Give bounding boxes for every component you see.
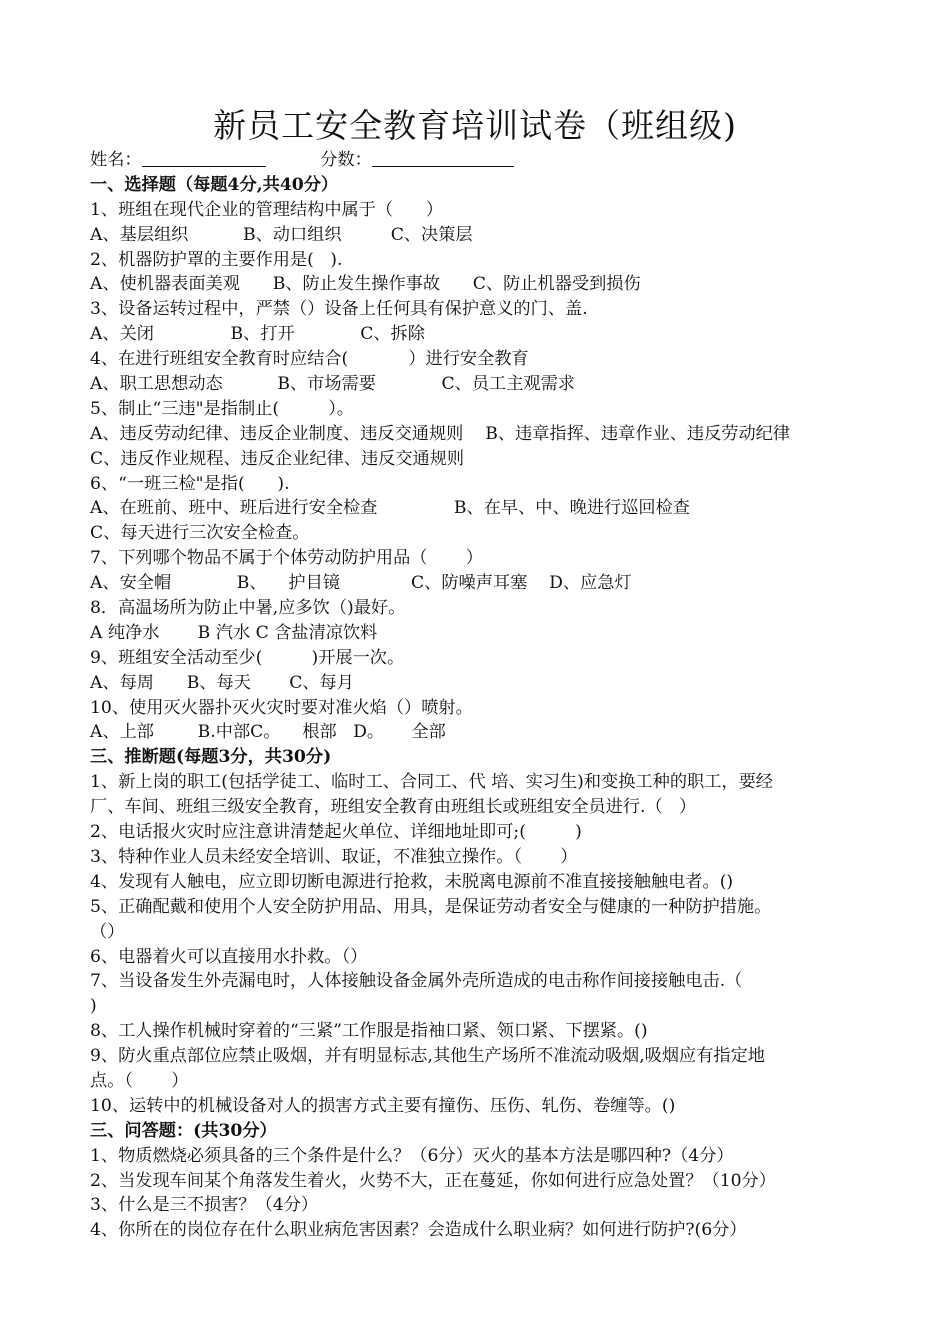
name-label: 姓名： — [90, 150, 142, 170]
option-line: A、安全帽 B、 护目镜 C、防噪声耳塞 D、应急灯 — [90, 573, 632, 594]
question-line: 1、班组在现代企业的管理结构中属于（ ） — [90, 199, 444, 220]
option-line: A、上部 B.中部C。 根部 D。 全部 — [90, 722, 446, 743]
question-line: 7、当设备发生外壳漏电时，人体接触设备金属外壳所造成的电击称作间接接触电击.（ — [90, 971, 743, 992]
question-line: 4、发现有人触电，应立即切断电源进行抢救，未脱离电源前不准直接接触触电者。() — [90, 871, 734, 892]
option-line: A、每周 B、每天 C、每月 — [90, 672, 354, 693]
exam-content — [90, 148, 880, 1243]
question-line: 3、特种作业人员未经安全培训、取证，不准独立操作。（ ） — [90, 846, 578, 867]
question-line: ) — [90, 996, 97, 1017]
option-line: A、基层组织 B、动口组织 C、决策层 — [90, 224, 473, 245]
question-line: 1、物质燃烧必须具备的三个条件是什么？（6分）灭火的基本方法是哪四种?（4分） — [90, 1145, 734, 1166]
question-line: 8．高温场所为防止中暑,应多饮（)最好。 — [90, 598, 406, 619]
section-heading-judgment: 三、推断题(每题3分，共30分) — [90, 747, 332, 768]
name-field[interactable] — [142, 149, 266, 167]
option-line: A、违反劳动纪律、违反企业制度、违反交通规则 B、违章指挥、违章作业、违反劳动纪律 — [90, 423, 791, 444]
question-line: 厂、车间、班组三级安全教育，班组安全教育由班组长或班组安全员进行.（ ） — [90, 797, 697, 818]
score-field[interactable] — [372, 149, 514, 167]
question-line: 点。（ ） — [90, 1070, 189, 1091]
header-line — [90, 148, 880, 173]
question-line: 4、你所在的岗位存在什么职业病危害因素？会造成什么职业病？如何进行防护?(6分） — [90, 1220, 747, 1241]
question-line: 2、当发现车间某个角落发生着火，火势不大，正在蔓延，你如何进行应急处置？（10分） — [90, 1170, 776, 1191]
question-line: 9、班组安全活动至少( )开展一次。 — [90, 647, 405, 668]
option-line: C、每天进行三次安全检查。 — [90, 523, 310, 544]
option-line: A、在班前、班中、班后进行安全检查 B、在早、中、晚进行巡回检查 — [90, 498, 690, 519]
question-line: 2、电话报火灾时应注意讲清楚起火单位、详细地址即可;( ) — [90, 822, 582, 843]
question-line: 6、电器着火可以直接用水扑救。（） — [90, 946, 368, 967]
question-line: （） — [90, 921, 125, 942]
question-line: 8、工人操作机械时穿着的“三紧”工作服是指袖口紧、领口紧、下摆紧。() — [90, 1021, 648, 1042]
question-line: 9、防火重点部位应禁止吸烟，并有明显标志,其他生产场所不准流动吸烟,吸烟应有指定地 — [90, 1046, 765, 1067]
question-line: 5、正确配戴和使用个人安全防护用品、用具，是保证劳动者安全与健康的一种防护措施。 — [90, 896, 772, 917]
page-title: 新员工安全教育培训试卷（班组级) — [213, 106, 737, 145]
question-line: 10、运转中的机械设备对人的损害方式主要有撞伤、压伤、轧伤、卷缠等。() — [90, 1095, 676, 1116]
option-line: A、职工思想动态 B、市场需要 C、员工主观需求 — [90, 374, 575, 395]
question-line: 4、在进行班组安全教育时应结合( ）进行安全教育 — [90, 349, 529, 370]
option-line: C、违反作业规程、违反企业纪律、违反交通规则 — [90, 448, 465, 469]
question-line: 3、设备运转过程中，严禁（）设备上任何具有保护意义的门、盖. — [90, 299, 588, 320]
question-line: 2、机器防护罩的主要作用是( ). — [90, 249, 343, 270]
section-heading-choice: 一、选择题（每题4分,共40分） — [90, 174, 339, 195]
question-line: 10、使用灭火器扑灭火灾时要对准火焰（）喷射。 — [90, 697, 473, 718]
option-line: A、关闭 B、打开 C、拆除 — [90, 324, 425, 345]
question-line: 6、“一班三检"是指( ). — [90, 473, 290, 494]
question-line: 1、新上岗的职工(包括学徒工、临时工、合同工、代 培、实习生)和变换工种的职工，要经 — [90, 772, 773, 793]
option-line: A 纯净水 B 汽水 C 含盐清凉饮料 — [90, 622, 378, 643]
question-line: 5、制止“三违"是指制止( ）。 — [90, 398, 354, 419]
question-line: 7、下列哪个物品不属于个体劳动防护用品（ ） — [90, 548, 483, 569]
section-heading-qa: 三、问答题：(共30分） — [90, 1120, 277, 1141]
question-line: 3、什么是三不损害？（4分） — [90, 1195, 319, 1216]
score-label: 分数： — [320, 150, 372, 170]
option-line: A、使机器表面美观 B、防止发生操作事故 C、防止机器受到损伤 — [90, 274, 641, 295]
